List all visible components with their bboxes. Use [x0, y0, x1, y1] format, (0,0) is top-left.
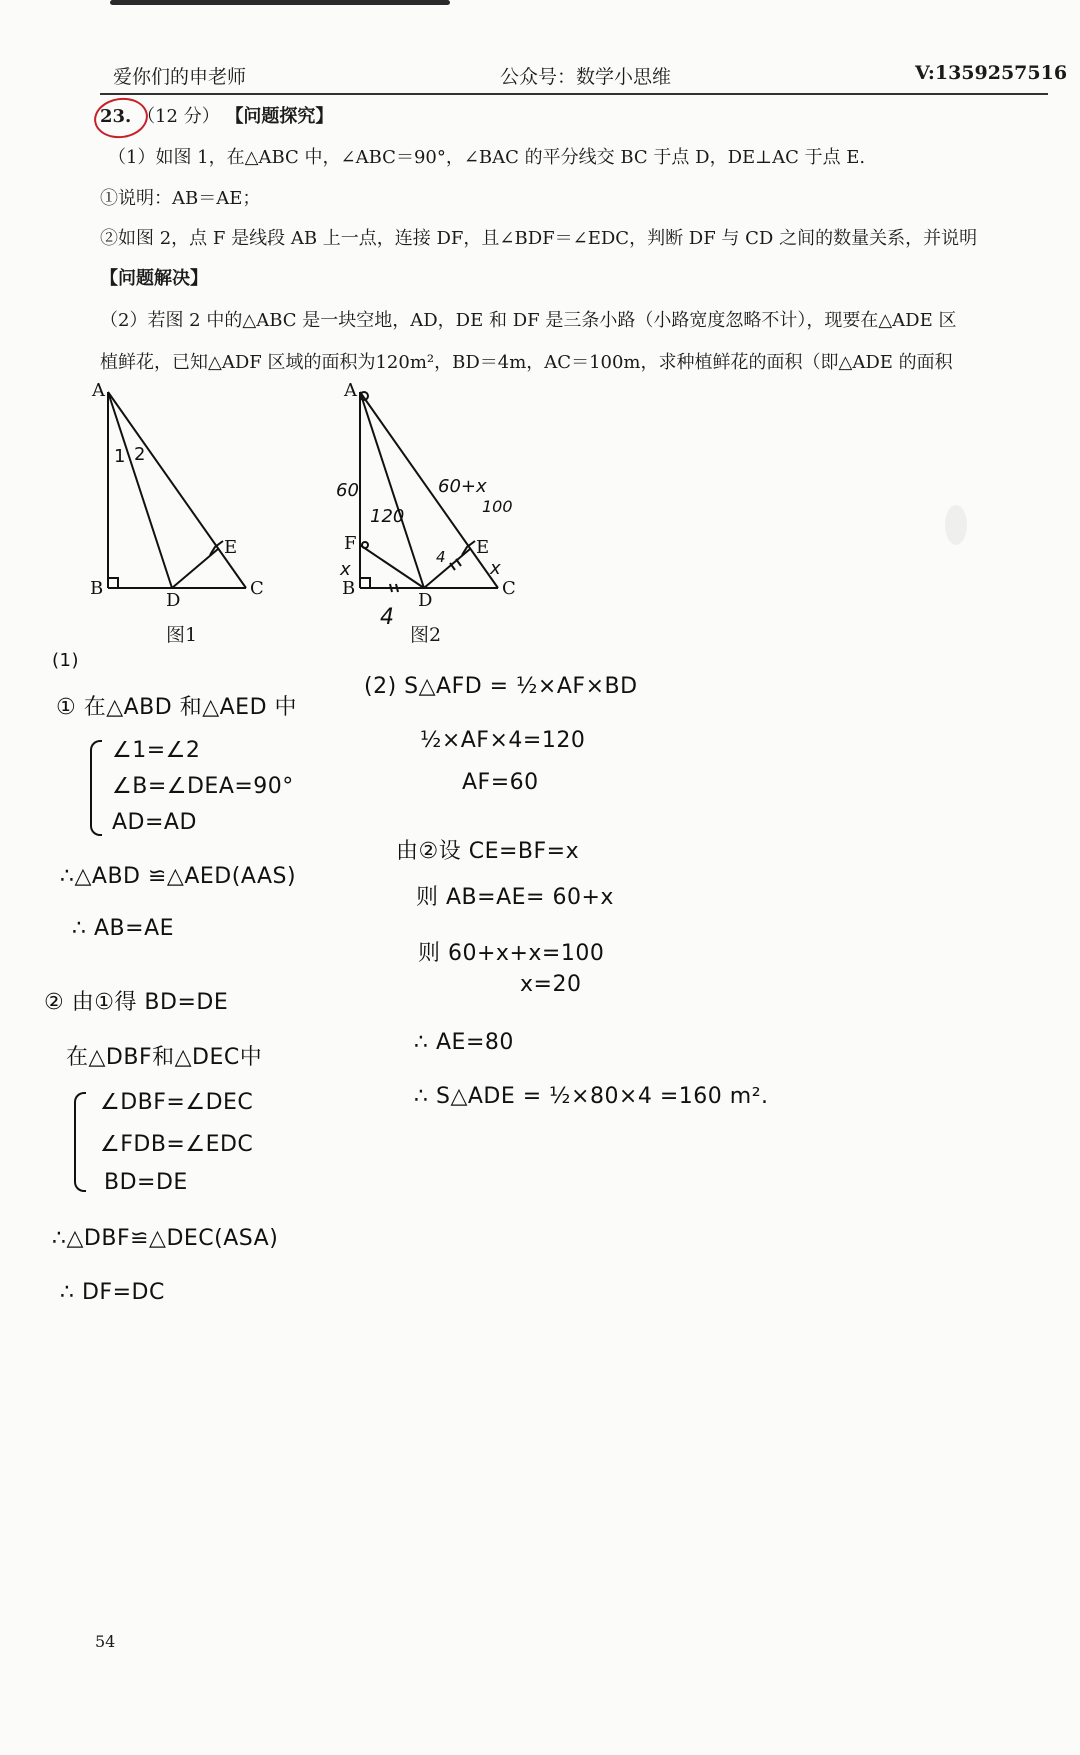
sol-q2-line3: AF=60: [462, 770, 539, 795]
sol-p1-cond3: AD=AD: [112, 810, 197, 835]
fig2-note-120: 120: [370, 506, 405, 527]
sol-p2-intro: ② 由①得 BD=DE: [44, 990, 229, 1015]
sol-p1-intro: ① 在△ABD 和△AED 中: [56, 695, 298, 720]
fig2-label-f: F: [344, 533, 357, 554]
sol-p1-result1: ∴△ABD ≌△AED(AAS): [60, 864, 297, 889]
part1-sub1: ①说明：AB＝AE；: [100, 188, 261, 209]
fig1-label-c: C: [250, 578, 264, 599]
page-number: 54: [95, 1632, 116, 1651]
fig2-note-bd-4: 4: [380, 605, 394, 630]
problem-title: [100, 102, 1060, 128]
sol-p2-result2: ∴ DF=DC: [60, 1280, 165, 1305]
sol-q2-line2: ½×AF×4=120: [420, 728, 586, 753]
sol-q2-line9: ∴ S△ADE = ½×80×4 =160 m².: [414, 1084, 769, 1109]
fig2-label-a: A: [344, 380, 357, 401]
top-smudge: [110, 0, 450, 5]
sol-p1-brace: [90, 740, 102, 836]
fig1-label-b: B: [90, 578, 104, 599]
question-number-wrap: [100, 106, 131, 127]
sol-q2-line6: 则 60+x+x=100: [418, 941, 605, 966]
sol-q2-line1: (2) S△AFD = ½×AF×BD: [364, 674, 638, 699]
sol-p1-cond2: ∠B=∠DEA=90°: [112, 774, 294, 799]
figure-1: [108, 392, 246, 588]
part2-statement-b: 植鲜花，已知△ADF 区域的面积为120m²，BD＝4m，AC＝100m，求种植鲜花的面积（即△ADE 的面积: [100, 352, 953, 373]
fig1-side-ac: [108, 392, 246, 588]
sol-p1-label: (1): [52, 650, 79, 671]
fig2-tick-2: [396, 584, 398, 592]
header-wechat: 公众号：数学小思维: [500, 66, 672, 88]
fig1-right-angle-b: [108, 578, 118, 588]
fig2-note-60x: 60+x: [438, 476, 487, 497]
question-number: 23.: [100, 106, 132, 127]
sol-p2-setup: 在△DBF和△DEC中: [66, 1045, 263, 1070]
fig2-caption: 图2: [410, 624, 442, 646]
fig1-angle1: 1: [114, 446, 126, 467]
fig2-note-bf-x: x: [340, 559, 351, 580]
sol-q2-line5: 则 AB=AE= 60+x: [416, 885, 614, 910]
fig1-caption: 图1: [166, 624, 198, 646]
section-solve: 【问题解决】: [100, 268, 208, 289]
red-circle-mark: [91, 94, 150, 141]
fig2-right-angle-b: [360, 578, 370, 588]
fig2-note-de-4: 4: [436, 548, 446, 566]
sol-p1-result2: ∴ AB=AE: [72, 916, 175, 941]
sol-q2-line8: ∴ AE=80: [414, 1030, 514, 1055]
fig2-label-e: E: [476, 537, 490, 558]
fig2-mark-f: [362, 542, 368, 548]
sol-q2-line4: 由②设 CE=BF=x: [396, 839, 580, 864]
sol-p2-result1: ∴△DBF≌△DEC(ASA): [52, 1226, 279, 1251]
fig2-bisector-ad: [360, 392, 424, 588]
sol-p1-cond1: ∠1=∠2: [112, 738, 201, 763]
fig2-note-100: 100: [482, 497, 513, 516]
fig2-label-d: D: [418, 590, 433, 611]
header-rule: [100, 93, 1048, 95]
sol-p2-cond2: ∠FDB=∠EDC: [100, 1132, 254, 1157]
part2-statement-a: （2）若图 2 中的△ABC 是一块空地，AD，DE 和 DF 是三条小路（小路宽度忽略不计），现要在△ADE 区: [100, 310, 957, 331]
fig2-note-60: 60: [336, 480, 359, 501]
sol-p2-cond3: BD=DE: [104, 1170, 188, 1195]
part1-statement: （1）如图 1，在△ABC 中，∠ABC＝90°，∠BAC 的平分线交 BC 于点 D，DE⊥AC 于点 E.: [108, 147, 866, 168]
fig1-label-e: E: [224, 537, 238, 558]
section-explore: 【问题探究】: [225, 106, 334, 127]
fig2-note-ce-x: x: [490, 558, 501, 579]
question-score: （12 分）: [137, 106, 220, 127]
sol-p2-brace: [74, 1092, 86, 1192]
fig1-label-a: A: [92, 380, 105, 401]
figures-svg: [0, 380, 1080, 640]
page-header: [0, 62, 1080, 92]
header-author: 爱你们的申老师: [113, 66, 247, 88]
fig2-tick-1: [390, 584, 392, 592]
fig2-label-b: B: [342, 578, 356, 599]
part1-sub2: ②如图 2，点 F 是线段 AB 上一点，连接 DF，且∠BDF＝∠EDC，判断 DF 与 CD 之间的数量关系，并说明: [100, 228, 978, 249]
sol-q2-line7: x=20: [520, 972, 582, 997]
header-contact: V:1359257516: [915, 62, 1068, 84]
sol-p2-cond1: ∠DBF=∠DEC: [100, 1090, 254, 1115]
fig1-bisector-ad: [108, 392, 172, 588]
fig2-label-c: C: [502, 578, 516, 599]
fig1-angle2: 2: [134, 444, 146, 465]
fig1-label-d: D: [166, 590, 181, 611]
